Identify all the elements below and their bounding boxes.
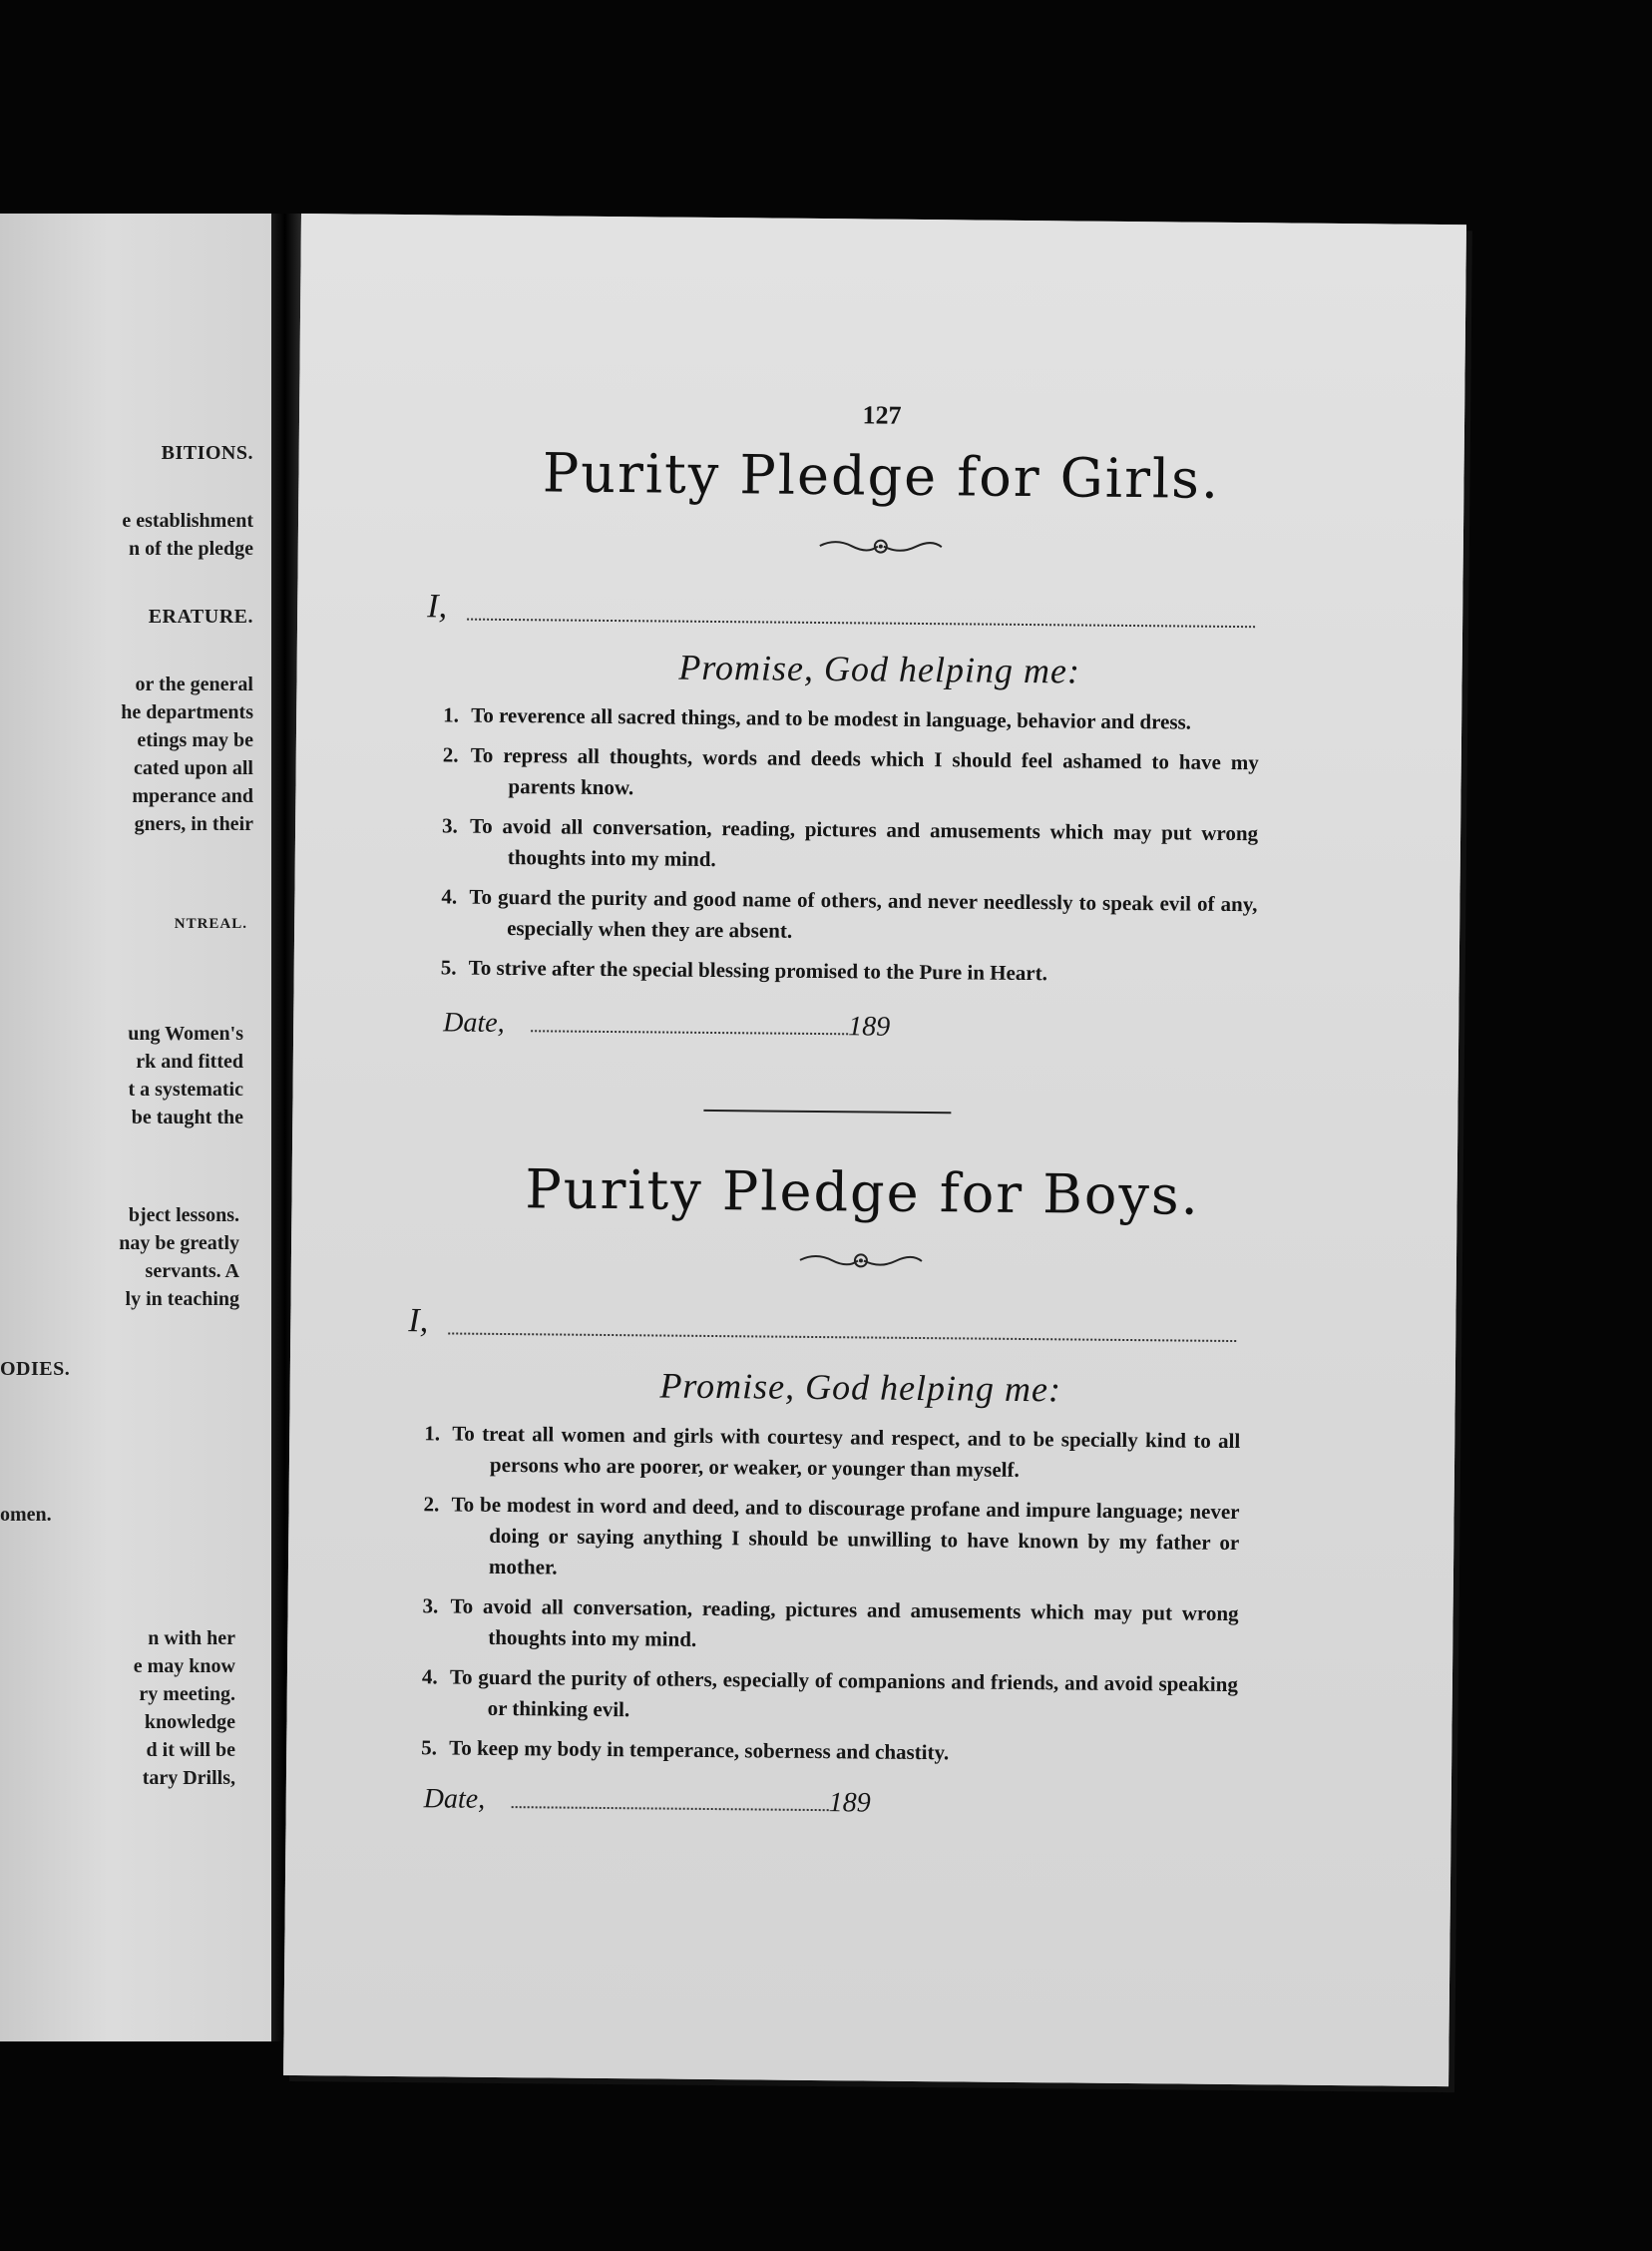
fragment-line: d it will be (146, 1739, 235, 1761)
girls-pledge-title: Purity Pledge for Girls. (542, 441, 1221, 511)
list-item: 5. To keep my body in temperance, soberness and chastity. (421, 1735, 950, 1765)
page-127 (283, 214, 1466, 2086)
list-item: 3. To avoid all conversation, reading, pictures and amusements which may put wrong thoughts into my mind. (442, 813, 1259, 872)
girls-date-label: Date, (443, 1007, 505, 1039)
fragment-line: be taught the (131, 1107, 243, 1128)
list-item: 2. To be modest in word and deed, and to discourage profane and impure language; never doing or saying anything I should be unwilling to have known by my father or mother. (423, 1492, 1240, 1579)
fragment-line: mperance and (132, 785, 253, 807)
fragment-line: ODIES. (0, 1358, 71, 1380)
boys-name-line (408, 1290, 1236, 1348)
girls-promise-heading: Promise, God helping me: (678, 647, 1081, 691)
boys-date-line (424, 1775, 883, 1819)
girls-pronoun: I, (427, 588, 448, 626)
section-divider (703, 1110, 951, 1114)
girls-date-year: 189 (848, 1011, 891, 1043)
fragment-line: e establishment (122, 510, 253, 532)
list-item: 4. To guard the purity of others, especially of companions and friends, and avoid speaking or thinking evil. (421, 1664, 1239, 1722)
fragment-line: gners, in their (134, 813, 253, 835)
fragment-line: BITIONS. (161, 442, 253, 464)
fragment-line: he departments (121, 701, 253, 723)
ornament-icon (796, 1250, 926, 1271)
fragment-line: ly in teaching (125, 1288, 239, 1310)
boys-date-year: 189 (828, 1787, 871, 1819)
fragment-line: nay be greatly (119, 1232, 239, 1254)
list-item: 1. To reverence all sacred things, and to be modest in language, behavior and dress. (443, 702, 1192, 734)
fragment-line: n of the pledge (129, 538, 253, 560)
fragment-line: tary Drills, (142, 1767, 235, 1789)
fragment-line: or the general (135, 674, 253, 695)
fragment-line: NTREAL. (174, 916, 247, 932)
girls-date-blank (531, 1030, 848, 1035)
girls-pledge-list (419, 699, 1260, 1000)
list-item: 4. To guard the purity and good name of others, and never needlessly to speak evil of any, especially when they are absent. (441, 884, 1258, 943)
fragment-line: omen. (0, 1504, 52, 1526)
list-item: 2. To repress all thoughts, words and deeds which I should feel ashamed to have my parents know. (442, 742, 1259, 800)
boys-pledge-title: Purity Pledge for Boys. (525, 1157, 1201, 1227)
fragment-line: ERATURE. (148, 606, 253, 628)
ornament-icon (816, 536, 946, 557)
previous-page-fragment (0, 214, 271, 2041)
fragment-line: bject lessons. (128, 1204, 239, 1226)
fragment-line: etings may be (137, 729, 253, 751)
list-item: 5. To strive after the special blessing promised to the Pure in Heart. (440, 955, 1048, 986)
fragment-line: ung Women's (128, 1023, 243, 1045)
boys-name-blank (448, 1332, 1236, 1342)
fragment-line: servants. A (145, 1260, 239, 1282)
boys-date-label: Date, (423, 1783, 486, 1815)
list-item: 1. To treat all women and girls with courtesy and respect, and to be specially kind to all persons who are poorer, or weaker, or younger than myself. (424, 1421, 1241, 1482)
girls-name-blank (467, 619, 1255, 629)
fragment-line: ry meeting. (139, 1683, 235, 1705)
girls-date-line (443, 999, 902, 1043)
girls-name-line (427, 576, 1255, 634)
page-number: 127 (862, 400, 902, 430)
list-item: 3. To avoid all conversation, reading, pictures and amusements which may put wrong thoughts into my mind. (422, 1593, 1239, 1651)
boys-pledge-list (399, 1418, 1240, 1780)
fragment-line: t a systematic (128, 1079, 243, 1101)
boys-date-blank (512, 1806, 829, 1811)
fragment-line: e may know (133, 1655, 235, 1677)
boys-pronoun: I, (408, 1302, 429, 1340)
fragment-line: knowledge (144, 1711, 235, 1733)
boys-promise-heading: Promise, God helping me: (659, 1365, 1062, 1410)
fragment-line: n with her (148, 1627, 235, 1649)
fragment-line: rk and fitted (136, 1051, 243, 1073)
fragment-line: cated upon all (133, 757, 253, 779)
